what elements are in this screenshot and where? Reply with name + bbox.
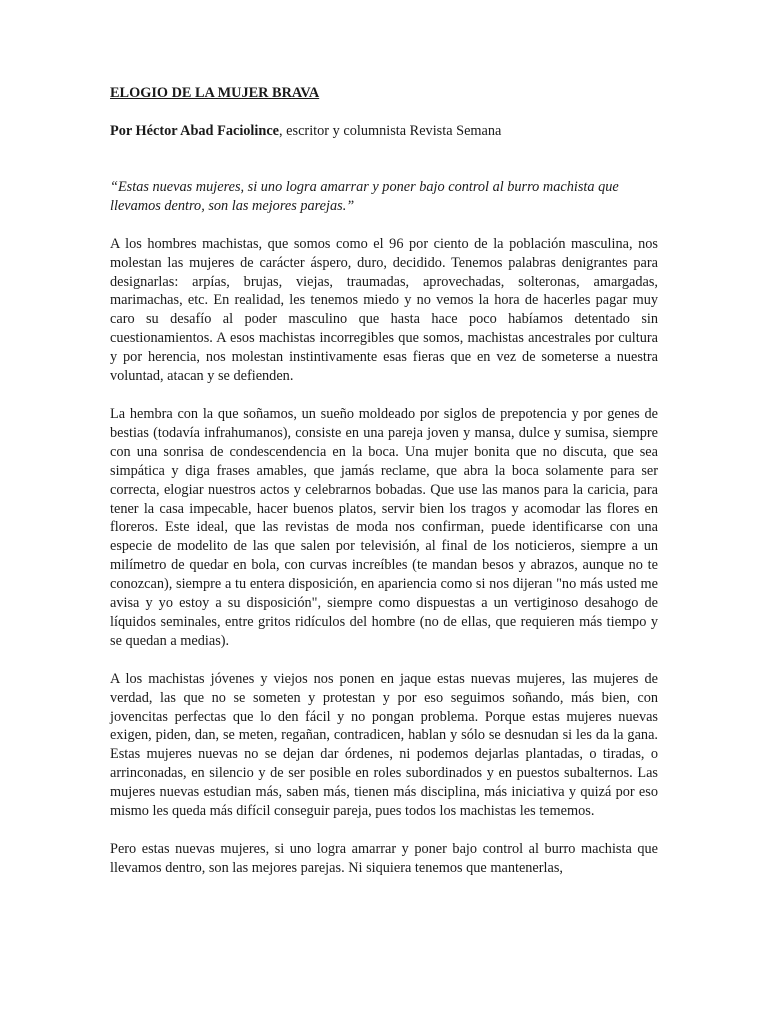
- paragraph-4: Pero estas nuevas mujeres, si uno logra amarrar y poner bajo control al burro machista que llevamos dentro, son las mejores parejas. Ni siquiera tenemos que mantenerlas,: [110, 841, 658, 876]
- pull-quote: “Estas nuevas mujeres, si uno logra amarrar y poner bajo control al burro machista que llevamos dentro, son las mejores parejas.”: [110, 178, 619, 214]
- document-title: ELOGIO DE LA MUJER BRAVA: [110, 85, 320, 101]
- byline-description: , escritor y columnista Revista Semana: [279, 123, 502, 139]
- paragraph-3: A los machistas jóvenes y viejos nos ponen en jaque estas nuevas mujeres, las mujeres de verdad, las que no se someten y protestan y por eso seguimos soñando, más bien, con jovencitas perfectas que lo den fácil y no pongan problema. Porque estas mujeres nuevas exigen, piden, dan, se meten, regañan, contradicen, hablan y sólo se desnudan si les da la gana. Estas mujeres nuevas no se dejan dar órdenes, ni podemos dejarlas plantadas, o tiradas, o arrinconadas, en silencio y de ser posible en roles subordinados y en puestos subalternos. Las mujeres nuevas estudian más, saben más, tienen más disciplina, más iniciativa y quizá por eso mismo les queda más difícil conseguir pareja, pues todos los machistas les tememos.: [110, 670, 658, 820]
- document-page: [110, 84, 658, 897]
- paragraph-1: A los hombres machistas, que somos como el 96 por ciento de la población masculina, nos molestan las mujeres de carácter áspero, duro, decidido. Tenemos palabras denigrantes para designarlas: arpías, brujas, viejas, traumadas, aprovechadas, solteronas, amargadas, marimachas, etc. En realidad, les tenemos miedo y no vemos la hora de hacerles pagar muy caro su desafío al poder masculino que hasta hace poco habíamos detentado sin cuestionamientos. A esos machistas incorregibles que somos, machistas ancestrales por cultura y por herencia, nos molestan instintivamente esas fieras que en vez de someterse a nuestra voluntad, atacan y se defienden.: [110, 235, 658, 385]
- byline-author: Por Héctor Abad Faciolince: [110, 123, 280, 139]
- paragraph-2: La hembra con la que soñamos, un sueño moldeado por siglos de prepotencia y por genes de bestias (todavía infrahumanos), consiste en una pareja joven y mansa, dulce y sumisa, siempre con una sonrisa de condescendencia en la boca. Una mujer bonita que no discuta, que sea simpática y diga frases amables, que jamás reclame, que abra la boca solamente para ser correcta, elogiar nuestros actos y celebrarnos bobadas. Que use las manos para la caricia, para tener la casa impecable, hacer buenos platos, servir bien los tragos y acomodar las flores en floreros. Este ideal, que las revistas de moda nos confirman, puede identificarse con una especie de modelito de las que salen por televisión, al final de los noticieros, siempre a un milímetro de quedar en bola, con curvas increíbles (te mandan besos y abrazos, aunque no te conozcan), siempre a tu entera disposición, en apariencia como si nos dijeran "no más usted me avisa y yo estoy a su disposición", siempre como dispuestas a un vertiginoso desahogo de líquidos seminales, entre gritos ridículos del hombre (no de ellas, que requieren más tiempo y se quedan a medias).: [110, 405, 658, 649]
- byline: [110, 122, 658, 141]
